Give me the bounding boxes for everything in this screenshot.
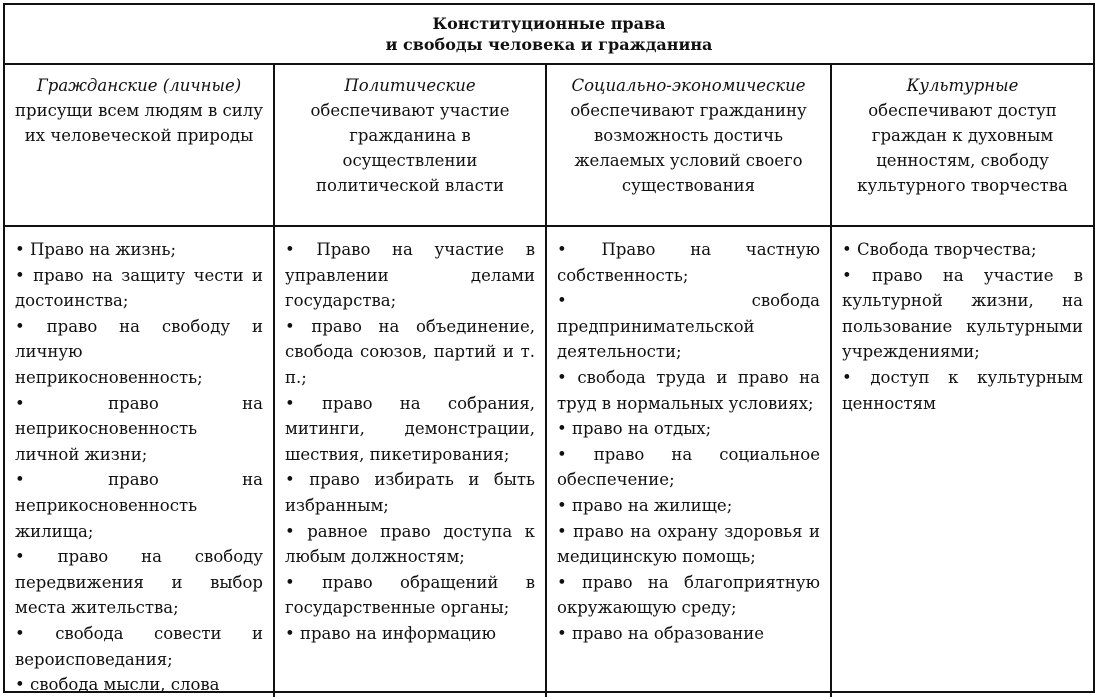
header-civil-description: присущи всем людям в силу их человеческой природы	[15, 101, 263, 145]
list-item: • Свобода творчества;	[842, 237, 1083, 263]
list-item: • право избирать и быть избранным;	[285, 467, 535, 518]
list-item: • право на отдых;	[557, 416, 820, 442]
list-item: • право на благоприятную окружающую среду;	[557, 570, 820, 621]
list-item: • свобода труда и право на труд в нормальных условиях;	[557, 365, 820, 416]
list-item: • Право на участие в управлении делами государства;	[285, 237, 535, 314]
list-item: • право обращений в государственные органы;	[285, 570, 535, 621]
rights-table	[3, 3, 1095, 693]
header-cultural-description: обеспечивают доступ граждан к духовным ценностям, свободу культурного творчества	[857, 101, 1068, 195]
list-item: • право на образование	[557, 621, 820, 647]
list-item: • свобода мысли, слова	[15, 672, 263, 698]
header-political	[275, 65, 547, 225]
table-title	[5, 5, 1093, 65]
cultural-rights-list	[832, 227, 1093, 416]
civil-rights-list	[5, 227, 273, 698]
political-rights-cell	[275, 227, 547, 697]
socio-economic-rights-list	[547, 227, 830, 647]
list-item: • право на охрану здоровья и медицинскую помощь;	[557, 519, 820, 570]
list-item: • право на социальное обеспечение;	[557, 442, 820, 493]
list-item: • право на свободу и личную неприкосновенность;	[15, 314, 263, 391]
socio-economic-rights-cell	[547, 227, 832, 697]
list-item: • право на неприкосновенность жилища;	[15, 467, 263, 544]
list-item: • право на свободу передвижения и выбор места жительства;	[15, 544, 263, 621]
list-item: • свобода предпринимательской деятельности;	[557, 288, 820, 365]
list-item: • право на объединение, свобода союзов, партий и т. п.;	[285, 314, 535, 391]
list-item: • право на защиту чести и достоинства;	[15, 263, 263, 314]
header-cultural	[832, 65, 1093, 225]
list-item: • право на неприкосновенность личной жизни;	[15, 391, 263, 468]
header-civil	[5, 65, 275, 225]
list-item: • право на жилище;	[557, 493, 820, 519]
header-civil-category: Гражданские (личные)	[36, 76, 242, 95]
list-item: • Право на жизнь;	[15, 237, 263, 263]
header-socio-economic-category: Социально-экономические	[571, 76, 806, 95]
header-cultural-category: Культурные	[906, 76, 1019, 95]
political-rights-list	[275, 227, 545, 647]
list-item: • Право на частную собственность;	[557, 237, 820, 288]
list-item: • доступ к культурным ценностям	[842, 365, 1083, 416]
header-political-category: Политические	[344, 76, 476, 95]
cultural-rights-cell	[832, 227, 1093, 697]
list-item: • право на информацию	[285, 621, 535, 647]
table-title-line-2: и свободы человека и гражданина	[385, 35, 713, 54]
header-political-description: обеспечивают участие гражданина в осуществлении политической власти	[310, 101, 510, 195]
header-socio-economic	[547, 65, 832, 225]
civil-rights-cell	[5, 227, 275, 697]
list-item: • свобода совести и вероисповедания;	[15, 621, 263, 672]
rights-list-row	[5, 227, 1093, 697]
list-item: • право на участие в культурной жизни, на пользование культурными учреждениями;	[842, 263, 1083, 365]
table-title-line-1: Конституционные права	[432, 14, 666, 33]
list-item: • равное право доступа к любым должностям;	[285, 519, 535, 570]
header-socio-economic-description: обеспечивают гражданину возможность достичь желаемых условий своего существования	[570, 101, 807, 195]
list-item: • право на собрания, митинги, демонстрации, шествия, пикетирования;	[285, 391, 535, 468]
category-header-row	[5, 65, 1093, 227]
